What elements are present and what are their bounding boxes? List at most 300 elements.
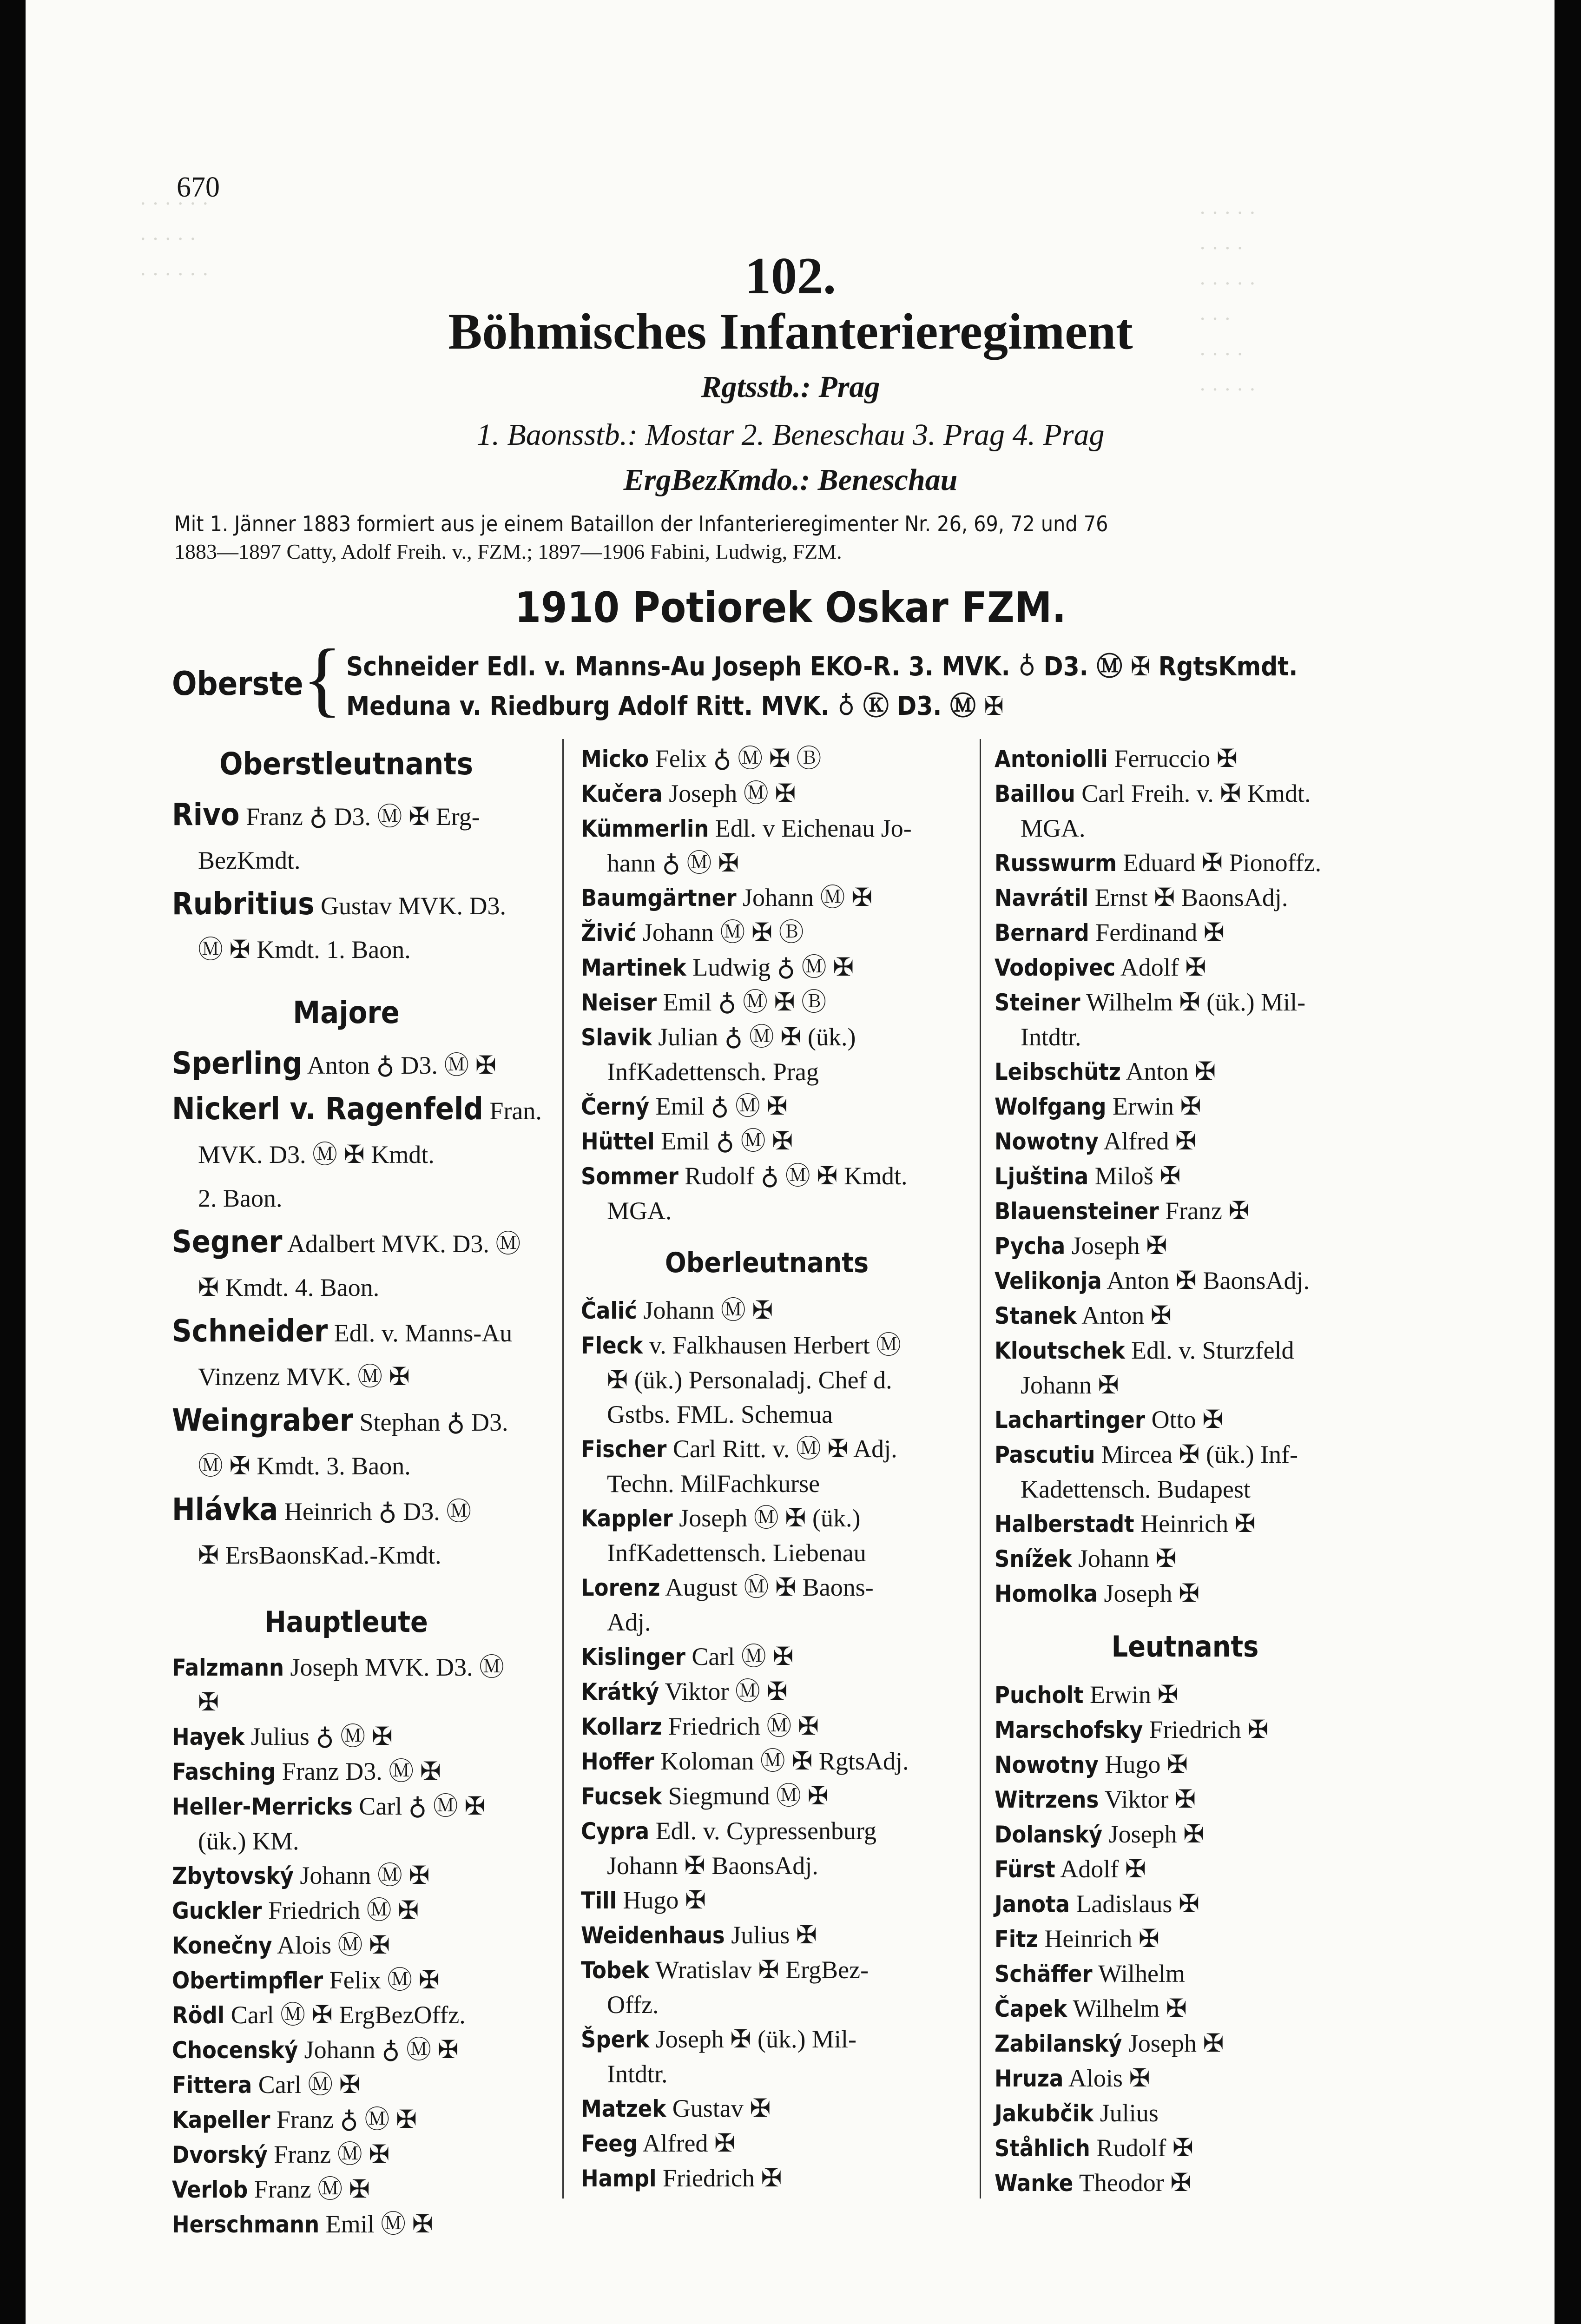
officer-surname: Kümmerlin [581,815,709,842]
list-item [172,1754,558,1789]
list-item [995,1887,1403,1921]
officer-details: Miloš ✠ [1094,1162,1181,1190]
officer-details: Edl. v. Manns-Au [334,1319,513,1347]
officer-surname: Schäffer [995,1961,1093,1987]
officer-surname: Segner [172,1224,283,1260]
officer-details: Joseph ✠ [1128,2029,1224,2057]
officer-surname: Chocenský [172,2037,298,2064]
officer-details: Emil ♁ Ⓜ ✠ Ⓑ [663,988,827,1016]
list-item-cont: ✠ [198,1688,219,1716]
officer-surname: Nowotny [995,1751,1099,1778]
officer-details: Emil ♁ Ⓜ ✠ [655,1092,788,1120]
officer-surname: Kislinger [581,1644,685,1670]
list-item [581,1918,976,1953]
officer-surname: Till [581,1887,617,1914]
list-item [995,1159,1403,1194]
list-item [995,1333,1403,1368]
list-item [581,2126,976,2161]
officer-surname: Weingraber [172,1402,354,1438]
list-item [995,1263,1403,1298]
list-item [995,1852,1403,1887]
heading-leutnants: Leutnants [1111,1630,1259,1664]
officer-details: Stephan ♁ D3. [359,1408,508,1436]
list-item [172,2207,558,2242]
officer-surname: Baumgärtner [581,885,737,911]
officer-surname: Weidenhaus [581,1922,725,1949]
officer-details: Fran. [489,1097,542,1125]
list-item [172,2137,558,2172]
list-item [995,2166,1403,2200]
officer-details: Erwin ✠ [1113,1092,1201,1120]
right-column [995,741,1403,2200]
officer-surname: Pascutiu [995,1441,1095,1468]
list-item [581,1328,976,1363]
list-item [995,2061,1403,2096]
list-item [995,1956,1403,1991]
officer-details: Johann Ⓜ ✠ [300,1862,430,1889]
officer-surname: Marschofsky [995,1717,1143,1743]
officer-surname: Nowotny [995,1128,1099,1155]
list-item [172,1789,558,1824]
oberst-meduna: Meduna v. Riedburg Adolf Ritt. MVK. ♁ Ⓚ D3. Ⓜ ✠ [346,691,1004,721]
officer-surname: Homolka [995,1580,1098,1607]
list-item [995,741,1403,776]
officer-details: Alois ✠ [1068,2064,1150,2092]
officer-surname: Fasching [172,1758,276,1785]
officer-surname: Sommer [581,1163,679,1190]
list-item-cont: Johann ✠ [1021,1371,1119,1399]
officer-details: Edl. v. Sturzfeld [1131,1336,1294,1364]
list-item [995,1677,1403,1712]
list-item [172,1858,558,1893]
list-item [995,880,1403,915]
officer-surname: Zbytovský [172,1862,294,1889]
list-item-cont: Gstbs. FML. Schemua [607,1400,833,1428]
list-item [581,1570,976,1605]
list-item [581,811,976,846]
officer-details: Ferdinand ✠ [1095,918,1225,946]
officer-details: Emil Ⓜ ✠ [325,2210,433,2238]
officer-details: Julius ♁ Ⓜ ✠ [250,1723,393,1750]
list-item-cont: 2. Baon. [198,1184,283,1212]
list-item-cont: InfKadettensch. Prag [607,1058,819,1086]
officer-details: Hugo ✠ [1105,1750,1188,1778]
regiment-owner: 1910 Potiorek Oskar FZM. [514,583,1067,632]
officer-details: Carl Freih. v. ✠ Kmdt. [1081,779,1311,807]
officer-surname: Snížek [995,1545,1072,1572]
officer-surname: Fleck [581,1332,643,1359]
officer-details: Alfred ✠ [1103,1127,1197,1155]
officer-details: Wilhelm ✠ [1073,1994,1187,2022]
list-item [581,950,976,985]
officer-details: Franz D3. Ⓜ ✠ [282,1757,441,1785]
regiment-title: Böhmisches Infanterieregiment [448,303,1133,360]
list-item [581,2022,976,2057]
list-item [995,950,1403,985]
list-item [995,1576,1403,1611]
officer-surname: Fucsek [581,1783,662,1810]
officer-surname: Fitz [995,1926,1038,1953]
officer-details: Emil ♁ Ⓜ ✠ [661,1127,793,1155]
officer-details: Wilhelm ✠ (ük.) Mil- [1086,988,1306,1016]
officer-details: Franz Ⓜ ✠ [274,2140,390,2168]
list-item: Rivo Franz ♁ D3. Ⓜ ✠ Erg- [172,797,480,832]
officer-details: Mircea ✠ (ük.) Inf- [1101,1440,1298,1468]
oberste-brace: { [302,632,343,725]
officer-details: Carl ♁ Ⓜ ✠ [359,1792,486,1820]
officer-surname: Matzek [581,2095,666,2122]
officer-surname: Krátký [581,1678,659,1705]
list-item [172,1650,558,1685]
regiment-number: 102. [745,247,836,305]
list-item-cont: Techn. MilFachkurse [607,1470,820,1498]
officer-surname: Hoffer [581,1748,654,1775]
oberste-label: Oberste [172,665,303,703]
officer-details: Alfred ✠ [642,2129,736,2157]
page-number: 670 [177,172,220,203]
officer-details: Julius [1100,2099,1159,2127]
officer-surname: Baillou [995,780,1075,807]
officer-details: Edl. v Eichenau Jo- [715,814,912,842]
officer-surname: Obertimpfler [172,1967,323,1994]
officer-surname: Ljuština [995,1163,1089,1190]
officer-details: Heinrich ✠ [1044,1925,1159,1953]
officer-surname: Ståhlich [995,2135,1090,2162]
list-item [581,2161,976,2196]
officer-surname: Fürst [995,1856,1055,1883]
officer-surname: Fischer [581,1436,667,1463]
officer-details: Joseph MVK. D3. Ⓜ [290,1653,505,1681]
history-line-2: 1883—1897 Catty, Adolf Freih. v., FZM.; 1897—1906 Fabini, Ludwig, FZM. [174,540,842,563]
list-item [172,2102,558,2137]
officer-details: Adolf ✠ [1120,953,1206,981]
officer-surname: Lachartinger [995,1406,1146,1433]
left-column [172,746,558,2242]
heading-oberleutnants: Oberleutnants [665,1247,869,1279]
officer-surname: Stanek [995,1302,1077,1329]
officer-surname: Vodopivec [995,954,1116,981]
officer-details: v. Falkhausen Herbert Ⓜ [649,1331,902,1359]
list-item [172,1488,558,1533]
officer-surname: Pucholt [995,1682,1084,1709]
officer-surname: Russwurm [995,850,1117,877]
officer-surname: Martinek [581,954,686,981]
list-item [995,1054,1403,1089]
officer-details: Edl. v. Cypressenburg [655,1817,877,1845]
list-item-cont: hann ♁ Ⓜ ✠ [607,849,739,877]
list-item [581,1639,976,1674]
officer-surname: Blauensteiner [995,1198,1159,1225]
list-item-cont: ✠ ErsBaonsKad.-Kmdt. [198,1541,441,1569]
officer-surname: Černý [581,1093,650,1120]
officer-details: Friedrich Ⓜ ✠ [668,1712,819,1740]
list-item-cont: InfKadettensch. Liebenau [607,1539,866,1567]
officer-details: Friedrich ✠ [662,2164,782,2192]
list-item [581,880,976,915]
officer-surname: Rödl [172,2002,225,2029]
officer-surname: Šperk [581,2026,650,2053]
officer-surname: Halberstadt [995,1511,1134,1538]
officer-details: Anton ♁ D3. Ⓜ ✠ [307,1051,497,1079]
list-item [172,1042,558,1087]
list-item [581,985,976,1020]
list-item [995,1782,1403,1817]
heading-oberstleutnants: Oberstleutnants [219,746,473,782]
list-item [581,741,976,776]
officer-surname: Kloutschek [995,1337,1125,1364]
officer-details: Felix ♁ Ⓜ ✠ Ⓑ [655,745,822,772]
officer-details: Theodor ✠ [1079,2169,1192,2197]
list-item [581,1814,976,1849]
officer-surname: Konečny [172,1932,272,1959]
officer-details: Julian ♁ Ⓜ ✠ (ük.) [658,1023,856,1051]
list-item [172,2067,558,2102]
officer-details: Wilhelm [1098,1960,1185,1987]
officer-surname: Janota [995,1891,1070,1918]
list-item: Rubritius Gustav MVK. D3. [172,886,507,922]
officer-details: Ernst ✠ BaonsAdj. [1094,884,1288,911]
officer-surname: Cypra [581,1818,650,1845]
officer-surname: Nickerl v. Ragenfeld [172,1091,483,1127]
list-item [995,1298,1403,1333]
officer-details: Joseph ✠ [1108,1820,1205,1848]
officer-surname: Leibschütz [995,1058,1121,1085]
list-item [172,1220,558,1266]
officer-surname: Guckler [172,1897,262,1924]
officer-details: Carl Ⓜ ✠ [258,2071,360,2099]
list-item [581,1953,976,1987]
officer-surname: Navrátil [995,885,1089,911]
list-item [995,776,1403,811]
list-item [581,915,976,950]
officer-surname: Čapek [995,1995,1067,2022]
list-item [995,845,1403,880]
officer-details: Carl Ⓜ ✠ [692,1643,794,1670]
officer-details: Johann Ⓜ ✠ [743,884,873,911]
list-item-cont: Adj. [607,1608,651,1636]
officer-surname: Dolanský [995,1821,1103,1848]
list-item [581,1709,976,1744]
list-item [581,1124,976,1159]
officer-details: Rudolf ✠ [1096,2134,1194,2162]
officer-details: Anton ✠ [1081,1301,1172,1329]
officer-surname: Pycha [995,1233,1066,1260]
list-item [581,1020,976,1055]
list-item-cont: MGA. [1021,814,1086,842]
bleed-through-left: · · · · · · · · · · · · · · · · · [139,191,209,286]
officer-surname: Jakubčik [995,2100,1094,2127]
officer-surname: Kučera [581,780,663,807]
list-item [995,1747,1403,1782]
officer-surname: Herschmann [172,2211,320,2238]
list-item [172,1719,558,1754]
list-item [995,1228,1403,1263]
officer-details: Rudolf ♁ Ⓜ ✠ Kmdt. [685,1162,908,1190]
list-item [995,915,1403,950]
officer-details: Johann Ⓜ ✠ Ⓑ [642,918,804,946]
officer-surname: Živić [581,919,637,946]
officer-surname: Kollarz [581,1713,662,1740]
list-item [172,1963,558,1998]
officer-surname: Wolfgang [995,1093,1107,1120]
list-item-cont: Kadettensch. Budapest [1021,1475,1251,1503]
list-item [995,2131,1403,2166]
officer-details: Wratislav ✠ ErgBez- [655,1956,869,1984]
list-item-cont: Johann ✠ BaonsAdj. [607,1852,818,1880]
list-item-cont: Vinzenz MVK. Ⓜ ✠ [198,1363,410,1391]
list-item [172,1309,558,1355]
officer-surname: Slavik [581,1024,652,1051]
officer-surname: Velikonja [995,1268,1102,1294]
officer-details: Erwin ✠ [1090,1681,1179,1709]
list-item [995,1402,1403,1437]
officer-details: Anton ✠ BaonsAdj. [1107,1267,1310,1294]
officer-details: Friedrich ✠ [1149,1716,1269,1743]
list-item [581,1779,976,1814]
list-item [995,1194,1403,1228]
officer-surname: Hayek [172,1723,245,1750]
list-item [581,1674,976,1709]
officer-surname: Micko [581,746,649,772]
list-item-cont: Ⓜ ✠ Kmdt. 3. Baon. [198,1452,411,1480]
officer-details: Ludwig ♁ Ⓜ ✠ [692,953,854,981]
list-item-cont: Offz. [607,1991,659,2019]
officer-details: Johann ✠ [1078,1545,1177,1572]
officer-details: Franz ♁ Ⓜ ✠ [276,2106,417,2133]
list-item-cont: ✠ Kmdt. 4. Baon. [198,1274,380,1301]
column-rule-left [562,739,564,2199]
column-rule-right [980,739,981,2199]
list-item [581,1883,976,1918]
officer-details: Siegmund Ⓜ ✠ [668,1782,829,1810]
officer-details: Felix Ⓜ ✠ [329,1966,440,1994]
officer-surname: Kapeller [172,2106,270,2133]
officer-details: Alois Ⓜ ✠ [277,1931,390,1959]
list-item [172,2172,558,2207]
list-item [172,1928,558,1963]
officer-details: Joseph ✠ [1071,1232,1167,1260]
officer-details: Gustav ✠ [672,2094,771,2122]
list-item [581,1159,976,1194]
officer-details: Joseph Ⓜ ✠ (ük.) [679,1504,861,1532]
list-item-cont: ✠ (ük.) Personaladj. Chef d. [607,1366,892,1394]
officer-details: Carl Ritt. v. Ⓜ ✠ Adj. [672,1435,897,1463]
officer-details: August Ⓜ ✠ Baons- [665,1573,874,1601]
list-item [995,1921,1403,1956]
oberst-schneider: Schneider Edl. v. Manns-Au Joseph EKO-R. 3. MVK. ♁ D3. Ⓜ ✠ RgtsKmdt. [346,652,1298,682]
officer-surname: Čalić [581,1297,637,1324]
officer-details: Ladislaus ✠ [1076,1890,1200,1918]
officer-details: Heinrich ♁ D3. Ⓜ [284,1498,472,1525]
officer-surname: Neiser [581,989,657,1016]
list-item [995,1817,1403,1852]
officer-surname: Wanke [995,2170,1074,2197]
list-item [172,1893,558,1928]
officer-details: Otto ✠ [1151,1406,1224,1433]
officer-details: Johann Ⓜ ✠ [643,1296,773,1324]
officer-surname: Kappler [581,1505,673,1532]
officer-surname: Hüttel [581,1128,655,1155]
list-item [995,2026,1403,2061]
recruiting-district: ErgBezKmdo.: Beneschau [623,463,958,497]
list-item [172,1087,558,1133]
list-item [581,2091,976,2126]
bleed-through-right: · · · · · · · · · · · · · · · · · · · · · · · · · · [1199,201,1256,401]
list-item-cont: Ⓜ ✠ Kmdt. 1. Baon. [198,936,411,964]
officer-surname: Schneider [172,1313,328,1349]
officer-surname: Bernard [995,919,1089,946]
list-item [581,1089,976,1124]
list-item [581,1293,976,1328]
list-item [995,1991,1403,2026]
officer-surname: Feeg [581,2130,638,2157]
officer-surname: Dvorský [172,2141,268,2168]
list-item [581,1501,976,1536]
officer-surname: Fittera [172,2072,252,2099]
list-item [995,1712,1403,1747]
list-item-cont: (ük.) KM. [198,1827,299,1855]
history-line-1: Mit 1. Jänner 1883 formiert aus je einem Bataillon der Infanterieregimenter Nr. 26, 69, 72 und 76 [174,511,1108,536]
officer-surname: Witrzens [995,1786,1099,1813]
list-item [995,2096,1403,2131]
officer-details: Johann ♁ Ⓜ ✠ [304,2036,459,2064]
middle-column [581,741,976,2196]
regimental-staff: Rgtsstb.: Prag [701,370,880,404]
officer-surname: Steiner [995,989,1080,1016]
officer-details: Julius ✠ [731,1921,817,1949]
officer-details: Carl Ⓜ ✠ ErgBezOffz. [231,2001,466,2029]
heading-hauptleute: Hauptleute [264,1605,428,1639]
heading-majore: Majore [293,995,400,1030]
officer-surname: Zabilanský [995,2030,1122,2057]
list-item-cont: MGA. [607,1197,672,1225]
officer-details: Adolf ✠ [1060,1855,1146,1883]
officer-surname: Verlob [172,2176,248,2203]
officer-details: Joseph ✠ (ük.) Mil- [655,2025,856,2053]
list-item [172,1399,558,1444]
officer-surname: Sperling [172,1045,303,1081]
officer-details: Koloman Ⓜ ✠ RgtsAdj. [660,1747,909,1775]
officer-details: Ferruccio ✠ [1114,745,1238,772]
officer-surname: Hruza [995,2065,1064,2092]
officer-details: Hugo ✠ [623,1886,706,1914]
officer-details: Heinrich ✠ [1140,1510,1256,1538]
officer-details: Joseph Ⓜ ✠ [669,779,796,807]
list-item [581,1432,976,1466]
officer-surname: Tobek [581,1957,650,1984]
list-item-cont: Intdtr. [1021,1023,1081,1051]
officer-surname: Antoniolli [995,746,1108,772]
list-item [995,1124,1403,1159]
officer-details: Franz ✠ [1165,1197,1250,1225]
officer-details: Eduard ✠ Pionoffz. [1123,849,1322,877]
officer-surname: Lorenz [581,1574,660,1601]
list-item [995,1506,1403,1541]
officer-surname: Hampl [581,2165,657,2192]
list-item [995,1541,1403,1576]
officer-details: Viktor ✠ [1104,1785,1196,1813]
list-item [995,1437,1403,1472]
officer-details: Anton ✠ [1126,1057,1216,1085]
list-item-cont: Intdtr. [607,2060,668,2088]
officer-details: Adalbert MVK. D3. Ⓜ [287,1230,521,1258]
list-item [995,1089,1403,1124]
officer-details: Joseph ✠ [1104,1579,1200,1607]
list-item [581,776,976,811]
list-item [581,1744,976,1779]
officer-details: Franz Ⓜ ✠ [254,2175,370,2203]
list-item [995,985,1403,1020]
